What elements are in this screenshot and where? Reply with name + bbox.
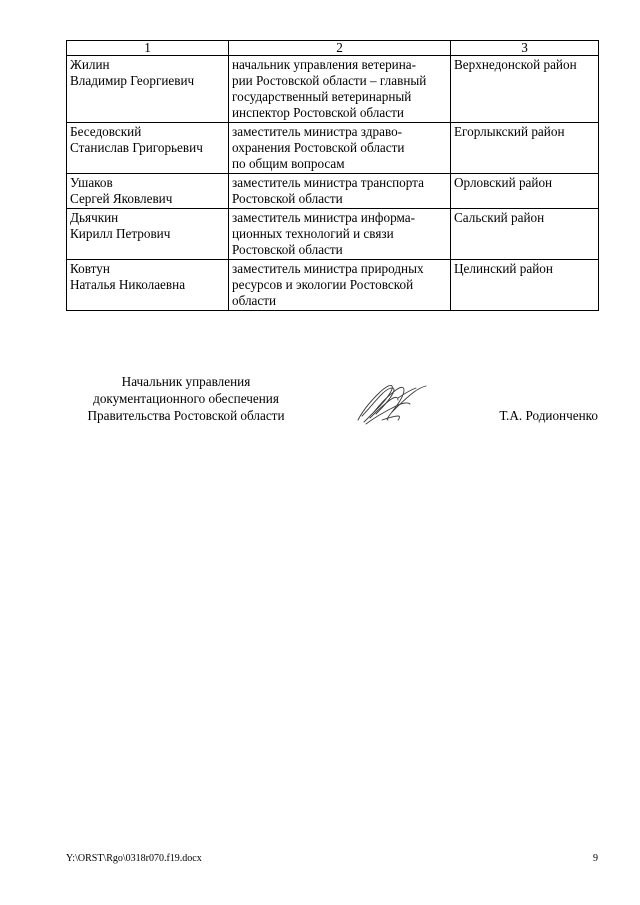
- header-col-1: 1: [67, 41, 229, 56]
- header-col-2: 2: [229, 41, 451, 56]
- signatory-title-line: Начальник управления: [121, 374, 251, 389]
- footer-file-path: Y:\ORST\Rgo\0318r070.f19.docx: [66, 853, 202, 864]
- signatory-title-line: документационного обеспечения: [93, 391, 279, 406]
- given-names: Владимир Георгиевич: [70, 73, 195, 88]
- table-row: [67, 123, 599, 174]
- position-line: ционных технологий и связи: [232, 226, 394, 241]
- position-line: государственный ветеринарный: [232, 89, 412, 104]
- given-names: Сергей Яковлевич: [70, 191, 173, 206]
- given-names: Кирилл Петрович: [70, 226, 171, 241]
- surname: Беседовский: [70, 124, 142, 139]
- position-cell: [229, 56, 451, 123]
- header-col-3: 3: [451, 41, 599, 56]
- position-line: Ростовской области: [232, 191, 343, 206]
- table-row: [67, 56, 599, 123]
- position-line: охранения Ростовской области: [232, 140, 405, 155]
- given-names: Наталья Николаевна: [70, 277, 186, 292]
- footer-page-number: 9: [593, 853, 598, 864]
- assignment-table: [66, 40, 599, 311]
- position-line: заместитель министра транспорта: [232, 175, 424, 190]
- position-line: начальник управления ветерина-: [232, 57, 417, 72]
- signatory-title: [66, 373, 306, 424]
- position-line: Ростовской области: [232, 242, 343, 257]
- region-cell: Целинский район: [451, 260, 599, 311]
- position-line: заместитель министра природных: [232, 261, 424, 276]
- handwritten-signature: [352, 376, 434, 430]
- region-cell: Сальский район: [451, 209, 599, 260]
- surname: Ушаков: [70, 175, 113, 190]
- surname: Ковтун: [70, 261, 110, 276]
- position-line: заместитель министра здраво-: [232, 124, 403, 139]
- table-row: [67, 260, 599, 311]
- position-line: ресурсов и экологии Ростовской: [232, 277, 414, 292]
- region-cell: Орловский район: [451, 174, 599, 209]
- table-header-row: [67, 41, 599, 56]
- person-name-cell: [67, 209, 229, 260]
- person-name-cell: [67, 56, 229, 123]
- surname: Жилин: [70, 57, 110, 72]
- position-cell: [229, 209, 451, 260]
- person-name-cell: [67, 260, 229, 311]
- person-name-cell: [67, 123, 229, 174]
- person-name-cell: [67, 174, 229, 209]
- surname: Дьячкин: [70, 210, 119, 225]
- signer-name: Т.А. Родионченко: [499, 408, 598, 423]
- given-names: Станислав Григорьевич: [70, 140, 203, 155]
- table-row: [67, 209, 599, 260]
- signatory-title-line: Правительства Ростовской области: [87, 408, 285, 423]
- position-line: области: [232, 293, 277, 308]
- position-line: заместитель министра информа-: [232, 210, 415, 225]
- position-line: по общим вопросам: [232, 156, 345, 171]
- position-line: рии Ростовской области – главный: [232, 73, 427, 88]
- region-cell: Верхнедонской район: [451, 56, 599, 123]
- table-row: [67, 174, 599, 209]
- position-line: инспектор Ростовской области: [232, 105, 404, 120]
- region-cell: Егорлыкский район: [451, 123, 599, 174]
- position-cell: [229, 260, 451, 311]
- position-cell: [229, 174, 451, 209]
- position-cell: [229, 123, 451, 174]
